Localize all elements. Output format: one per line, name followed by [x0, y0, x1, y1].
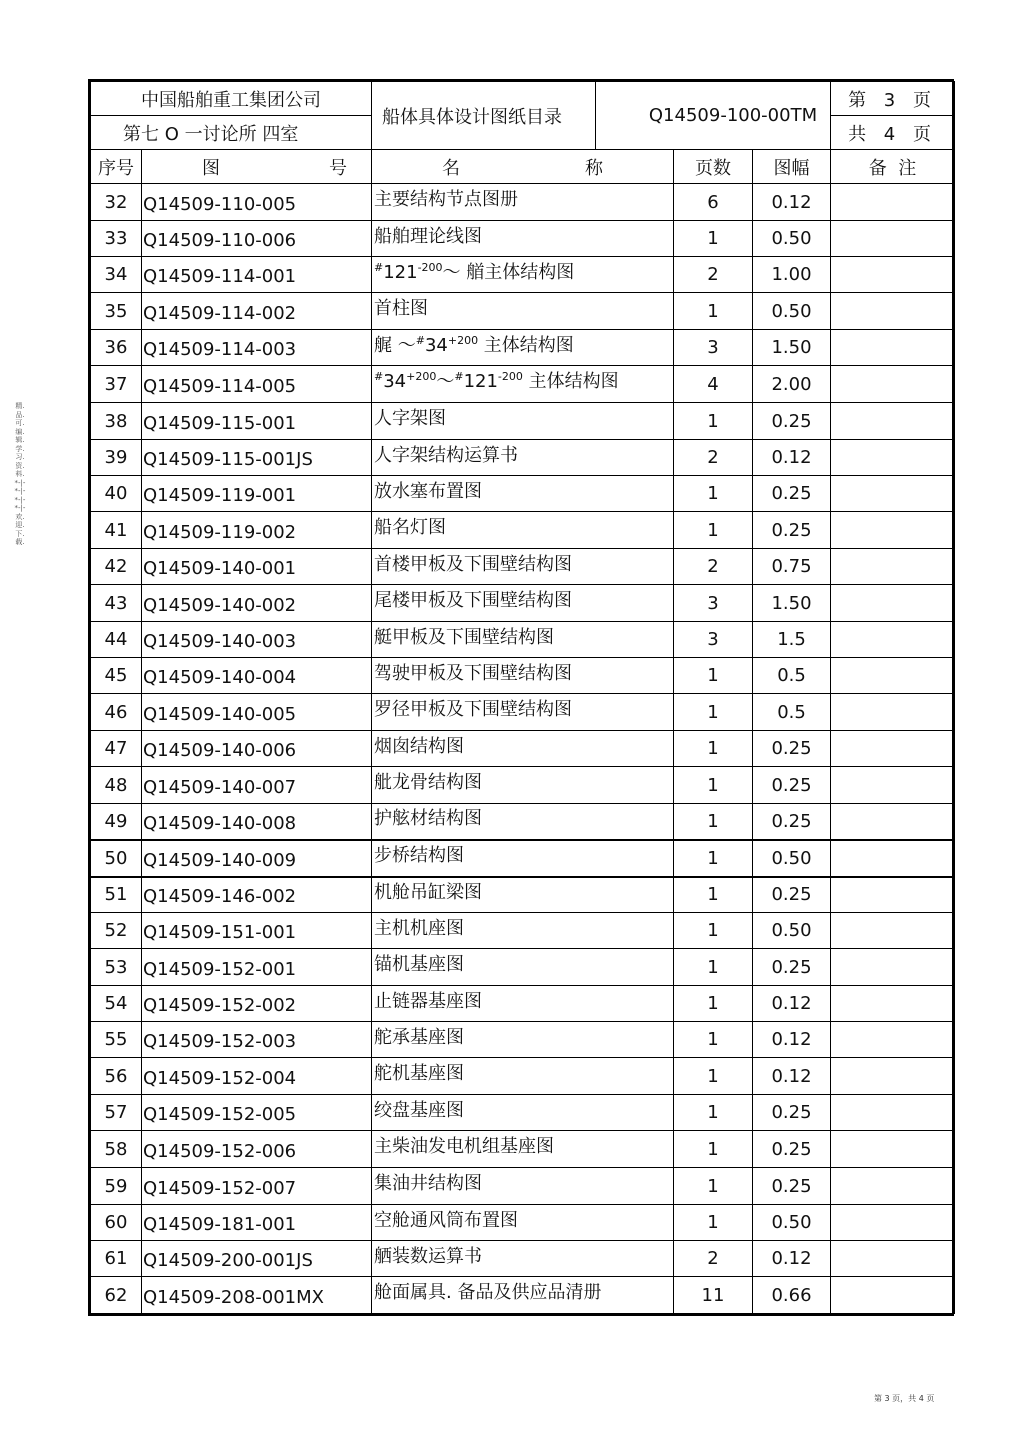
table-row [91, 1131, 955, 1168]
row-remarks [831, 476, 955, 512]
row-pages: 11 [674, 1277, 753, 1314]
row-drawing-no: Q14509-152-002 [142, 988, 372, 1024]
row-drawing-name: 护舷材结构图 [372, 804, 674, 840]
row-drawing-no: Q14509-151-001 [142, 915, 372, 951]
row-drawing-name: 主要结构节点图册 [372, 184, 674, 221]
row-remarks [831, 658, 955, 694]
row-drawing-no: Q14509-114-002 [142, 295, 372, 332]
row-remarks [831, 1277, 955, 1314]
row-drawing-no: Q14509-152-007 [142, 1170, 372, 1207]
row-drawing-no: Q14509-146-002 [142, 879, 372, 915]
row-seq: 53 [91, 949, 142, 986]
row-size: 0.50 [753, 913, 831, 949]
column-header-pages: 页数 [674, 150, 753, 184]
table-row [91, 1022, 955, 1058]
row-drawing-name: 机舱吊缸梁图 [372, 877, 674, 913]
row-drawing-no: Q14509-114-001 [142, 259, 372, 295]
row-remarks [831, 694, 955, 731]
row-drawing-name: 步桥结构图 [372, 840, 674, 877]
row-drawing-no: Q14509-140-008 [142, 806, 372, 842]
table-row [91, 804, 955, 840]
row-size: 0.25 [753, 767, 831, 804]
row-size: 0.25 [753, 476, 831, 512]
row-seq: 55 [91, 1022, 142, 1058]
row-drawing-name: 放水塞布置图 [372, 476, 674, 512]
column-header-name: 名 称 [372, 150, 674, 184]
document-code: Q14509-100-00TM [596, 82, 831, 150]
row-drawing-name: 驾驶甲板及下围壁结构图 [372, 658, 674, 694]
table-row [91, 403, 955, 440]
row-remarks [831, 877, 955, 913]
table-row [91, 1058, 955, 1095]
row-size: 1.50 [753, 585, 831, 622]
row-size: 0.66 [753, 1277, 831, 1314]
row-drawing-no: Q14509-181-001 [142, 1207, 372, 1243]
row-drawing-no: Q14509-152-001 [142, 951, 372, 988]
row-remarks [831, 767, 955, 804]
table-row [91, 1095, 955, 1131]
row-pages: 1 [674, 913, 753, 949]
row-drawing-no: Q14509-140-006 [142, 733, 372, 769]
row-size: 0.25 [753, 731, 831, 767]
row-seq: 35 [91, 293, 142, 330]
row-pages: 3 [674, 622, 753, 658]
row-drawing-name: 舭龙骨结构图 [372, 767, 674, 804]
row-drawing-name: 烟囱结构图 [372, 731, 674, 767]
table-row [91, 476, 955, 512]
row-pages: 1 [674, 949, 753, 986]
row-drawing-name: 舵机基座图 [372, 1058, 674, 1095]
row-remarks [831, 731, 955, 767]
row-drawing-no: Q14509-115-001 [142, 405, 372, 442]
row-remarks [831, 512, 955, 549]
row-size: 0.12 [753, 184, 831, 221]
row-seq: 46 [91, 694, 142, 731]
row-remarks [831, 1022, 955, 1058]
row-drawing-no: Q14509-114-005 [142, 368, 372, 405]
row-pages: 1 [674, 1022, 753, 1058]
row-drawing-no: Q14509-119-001 [142, 478, 372, 514]
row-size: 0.25 [753, 1168, 831, 1205]
row-pages: 6 [674, 184, 753, 221]
row-drawing-name: 首楼甲板及下围壁结构图 [372, 549, 674, 585]
table-row [91, 366, 955, 403]
row-seq: 56 [91, 1058, 142, 1095]
row-size: 0.50 [753, 1205, 831, 1241]
row-seq: 43 [91, 585, 142, 622]
row-remarks [831, 913, 955, 949]
row-remarks [831, 549, 955, 585]
row-pages: 1 [674, 804, 753, 840]
row-drawing-name: 罗径甲板及下围壁结构图 [372, 694, 674, 731]
row-size: 0.25 [753, 1095, 831, 1131]
row-pages: 1 [674, 658, 753, 694]
row-seq: 51 [91, 877, 142, 913]
row-seq: 62 [91, 1277, 142, 1314]
row-remarks [831, 949, 955, 986]
row-seq: 52 [91, 913, 142, 949]
row-drawing-name: 止链器基座图 [372, 986, 674, 1022]
row-seq: 44 [91, 622, 142, 658]
row-remarks [831, 440, 955, 476]
row-remarks [831, 1058, 955, 1095]
row-seq: 34 [91, 257, 142, 293]
table-row [91, 949, 955, 986]
row-size: 1.5 [753, 622, 831, 658]
row-pages: 4 [674, 366, 753, 403]
row-remarks [831, 986, 955, 1022]
row-size: 0.25 [753, 512, 831, 549]
row-pages: 1 [674, 1205, 753, 1241]
row-drawing-name: 人字架结构运算书 [372, 440, 674, 476]
row-remarks [831, 1168, 955, 1205]
row-drawing-name: 艉 $\sim^{\#}34^{+200}$ 主体结构图 [372, 330, 674, 366]
row-size: 0.25 [753, 804, 831, 840]
row-drawing-name: 舵承基座图 [372, 1022, 674, 1058]
row-drawing-name: $^{\#}34^{+200}\sim^{\#}121^{-200}$ 主体结构图 [372, 366, 674, 403]
row-remarks [831, 804, 955, 840]
row-drawing-name: 主机机座图 [372, 913, 674, 949]
row-remarks [831, 840, 955, 877]
drawing-catalog-sheet [88, 79, 954, 1316]
row-pages: 1 [674, 877, 753, 913]
table-row [91, 330, 955, 366]
row-remarks [831, 1241, 955, 1277]
row-remarks [831, 585, 955, 622]
page-total: 共 4 页 [831, 116, 955, 150]
row-remarks [831, 403, 955, 440]
row-drawing-no: Q14509-152-005 [142, 1097, 372, 1133]
row-remarks [831, 366, 955, 403]
row-drawing-name: 尾楼甲板及下围壁结构图 [372, 585, 674, 622]
row-size: 0.12 [753, 1058, 831, 1095]
row-seq: 36 [91, 330, 142, 366]
row-seq: 37 [91, 366, 142, 403]
row-seq: 32 [91, 184, 142, 221]
row-drawing-name: 首柱图 [372, 293, 674, 330]
row-drawing-no: Q14509-140-003 [142, 624, 372, 660]
row-size: 0.12 [753, 440, 831, 476]
table-row [91, 585, 955, 622]
row-drawing-no: Q14509-114-003 [142, 332, 372, 368]
row-seq: 47 [91, 731, 142, 767]
row-drawing-no: Q14509-140-007 [142, 769, 372, 806]
row-pages: 1 [674, 1058, 753, 1095]
row-seq: 59 [91, 1168, 142, 1205]
row-remarks [831, 1131, 955, 1168]
row-remarks [831, 221, 955, 257]
row-pages: 3 [674, 330, 753, 366]
row-seq: 42 [91, 549, 142, 585]
row-seq: 33 [91, 221, 142, 257]
row-seq: 50 [91, 840, 142, 877]
row-pages: 1 [674, 1095, 753, 1131]
row-drawing-name: 主柴油发电机组基座图 [372, 1131, 674, 1168]
row-seq: 45 [91, 658, 142, 694]
column-header-seq: 序号 [91, 150, 142, 184]
table-row [91, 986, 955, 1022]
row-seq: 57 [91, 1095, 142, 1131]
row-drawing-name: 船舶理论线图 [372, 221, 674, 257]
row-pages: 1 [674, 403, 753, 440]
row-size: 2.00 [753, 366, 831, 403]
page-footer: 第 3 页，共 4 页 [874, 1394, 935, 1403]
company-name: 中国船舶重工集团公司 [91, 82, 372, 116]
row-drawing-name: 空舱通风筒布置图 [372, 1205, 674, 1241]
row-pages: 1 [674, 986, 753, 1022]
table-row [91, 658, 955, 694]
table-row [91, 913, 955, 949]
table-row [91, 1205, 955, 1241]
row-size: 0.5 [753, 694, 831, 731]
table-row [91, 549, 955, 585]
row-seq: 60 [91, 1205, 142, 1241]
table-row [91, 1168, 955, 1205]
row-size: 0.12 [753, 1022, 831, 1058]
row-seq: 40 [91, 476, 142, 512]
row-size: 1.00 [753, 257, 831, 293]
row-seq: 54 [91, 986, 142, 1022]
row-drawing-no: Q14509-110-005 [142, 186, 372, 223]
table-row [91, 622, 955, 658]
table-row [91, 877, 955, 913]
page-current: 第 3 页 [831, 82, 955, 116]
row-drawing-no: Q14509-140-002 [142, 587, 372, 624]
row-drawing-no: Q14509-152-004 [142, 1060, 372, 1097]
table-row [91, 694, 955, 731]
column-header-size: 图幅 [753, 150, 831, 184]
table-row [91, 221, 955, 257]
row-drawing-no: Q14509-140-001 [142, 551, 372, 587]
row-drawing-no: Q14509-115-001JS [142, 442, 372, 478]
row-remarks [831, 1205, 955, 1241]
row-drawing-name: 船名灯图 [372, 512, 674, 549]
catalog-table [90, 81, 955, 1314]
row-remarks [831, 622, 955, 658]
row-seq: 61 [91, 1241, 142, 1277]
row-remarks [831, 1095, 955, 1131]
row-drawing-name: 舾装数运算书 [372, 1241, 674, 1277]
table-row [91, 257, 955, 293]
row-drawing-no: Q14509-140-004 [142, 660, 372, 696]
row-drawing-name: 集油井结构图 [372, 1168, 674, 1205]
row-remarks [831, 184, 955, 221]
table-row [91, 731, 955, 767]
row-drawing-name: 人字架图 [372, 403, 674, 440]
row-size: 0.5 [753, 658, 831, 694]
table-row [91, 184, 955, 221]
row-seq: 38 [91, 403, 142, 440]
row-pages: 1 [674, 1131, 753, 1168]
row-drawing-name: 锚机基座图 [372, 949, 674, 986]
row-remarks [831, 293, 955, 330]
row-size: 0.12 [753, 986, 831, 1022]
row-size: 0.25 [753, 877, 831, 913]
row-drawing-no: Q14509-110-006 [142, 223, 372, 259]
row-drawing-name: 艇甲板及下围壁结构图 [372, 622, 674, 658]
catalog-title: 船体具体设计图纸目录 [372, 82, 596, 150]
side-watermark: 精.品.可.编.辑.学.习.资.料.*-|-*-|-*-|-*-|-欢.迎.下.载. [14, 402, 26, 546]
row-pages: 1 [674, 512, 753, 549]
row-pages: 2 [674, 440, 753, 476]
row-pages: 1 [674, 731, 753, 767]
row-size: 0.50 [753, 293, 831, 330]
table-row [91, 293, 955, 330]
department-name: 第七 O 一讨论所 四室 [91, 116, 372, 150]
row-size: 1.50 [753, 330, 831, 366]
row-pages: 1 [674, 221, 753, 257]
row-seq: 41 [91, 512, 142, 549]
row-seq: 58 [91, 1131, 142, 1168]
column-header-remarks: 备 注 [831, 150, 955, 184]
row-pages: 1 [674, 840, 753, 877]
row-size: 0.25 [753, 949, 831, 986]
row-seq: 48 [91, 767, 142, 804]
row-drawing-name: 舱面属具. 备品及供应品清册 [372, 1277, 674, 1314]
row-drawing-no: Q14509-152-003 [142, 1024, 372, 1060]
row-drawing-name: 绞盘基座图 [372, 1095, 674, 1131]
row-size: 0.25 [753, 403, 831, 440]
row-drawing-no: Q14509-208-001MX [142, 1279, 372, 1316]
row-drawing-no: Q14509-119-002 [142, 514, 372, 551]
table-row [91, 440, 955, 476]
row-pages: 3 [674, 585, 753, 622]
column-header-drawing-no: 图 号 [142, 150, 372, 184]
row-remarks [831, 257, 955, 293]
table-row [91, 1241, 955, 1277]
row-drawing-no: Q14509-152-006 [142, 1133, 372, 1170]
row-seq: 39 [91, 440, 142, 476]
row-size: 0.75 [753, 549, 831, 585]
table-row [91, 767, 955, 804]
row-size: 0.25 [753, 1131, 831, 1168]
row-pages: 1 [674, 1168, 753, 1205]
table-row [91, 512, 955, 549]
row-pages: 2 [674, 549, 753, 585]
row-pages: 1 [674, 293, 753, 330]
row-size: 0.50 [753, 221, 831, 257]
row-seq: 49 [91, 804, 142, 840]
row-size: 0.12 [753, 1241, 831, 1277]
row-drawing-no: Q14509-140-005 [142, 696, 372, 733]
row-pages: 1 [674, 476, 753, 512]
table-row [91, 840, 955, 877]
table-row [91, 1277, 955, 1314]
row-drawing-no: Q14509-140-009 [142, 842, 372, 879]
row-pages: 2 [674, 1241, 753, 1277]
row-pages: 2 [674, 257, 753, 293]
row-pages: 1 [674, 767, 753, 804]
row-drawing-no: Q14509-200-001JS [142, 1243, 372, 1279]
row-drawing-name: $^{\#}121^{-200}\sim$ 艏主体结构图 [372, 257, 674, 293]
row-remarks [831, 330, 955, 366]
row-size: 0.50 [753, 840, 831, 877]
row-pages: 1 [674, 694, 753, 731]
